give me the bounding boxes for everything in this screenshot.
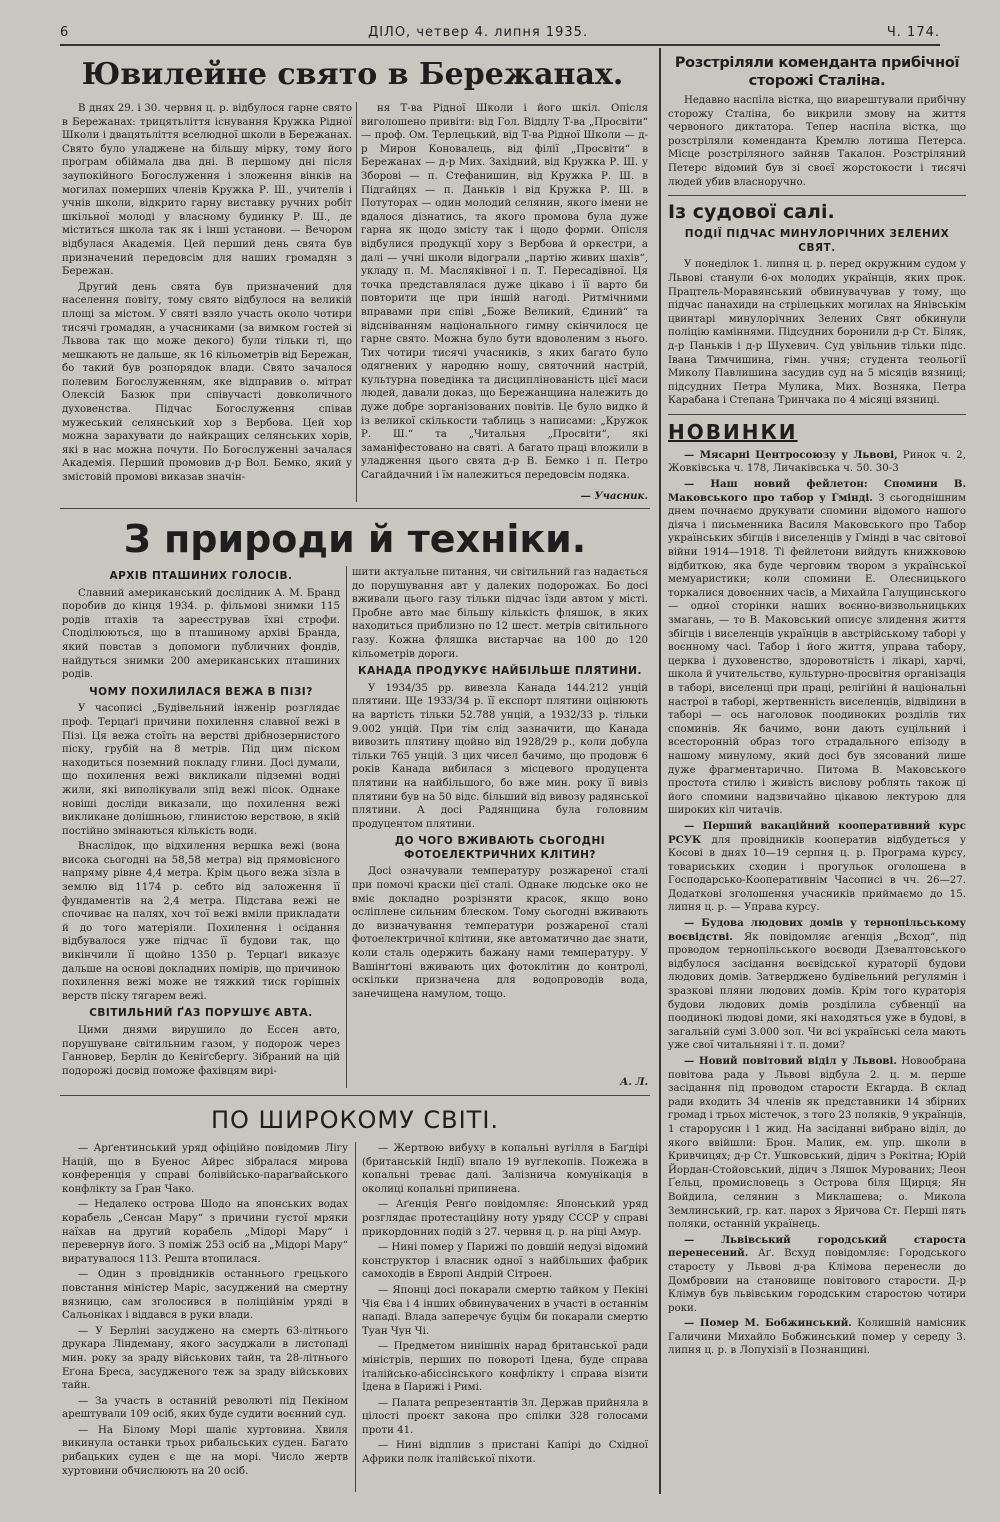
section-heading: АРХІВ ПТАШИНИХ ГОЛОСІВ. [109,570,293,582]
nature-title: З природи й техніки. [123,517,587,561]
news-item-text: для провідників кооператив відбудеться у Косові в днях 10—19 серпня ц. р. Програма курсу, товариських сходин і прогульок оголошена в Господарсько-Кооперативнім Часописі в чч. 26—27. Додаткові зголошення учасників приймаємо до 15. липня ц. р. — Управа курсу. [668,834,966,914]
world-news-item: — Недалеко острова Шодо на японських водах корабель „Сенсан Мару“ з причини густої мряки наїхав на другий корабель „Мідорі Мару“ і перевернув його. З поміж 253 осіб на „Мідорі Мару“ виратувалося 113. Решта втопилася. [62,1199,348,1265]
news-item-text: Як повідомляє агенція „Всход“, під проводом тернопільського воєводи Дзевалтовського відбулося засідання воєвідської кураторії будови людових домів. Затверджено будівельний реґулямін і зразкові пляни людових домів. Крім того кураторія будови людових домів розділила субвенції на поодинокі людові доми, які находяться уже в будові, в загальній сумі 3.000 зол. Чи всі українські села мають уже свої читальняні і т. п. доми? [668,931,966,1052]
world-news-item: — Нині помер у Парижі по довшій недузі відомий конструктор і власник одної з найбільших фабрик самоходів в Европі Андрій Сітроен. [362,1242,648,1281]
sidebar-article-text: Недавно наспіла вістка, що виарештували прибічну сторожу Сталіна, бо викрили змову на життя червоного диктатора. Тепер наспіла вістка, що розстріляли коменданта Кремлю лотиша Петерса. Місце розстріляного зайняв Такалон. Розстріляний Петерс відомий був зі своєї жорстокости і тисячі людей убив власноручно. [668,95,966,188]
section-heading: ЧОМУ ПОХИЛИЛАСЯ ВЕЖА В ПІЗІ? [89,685,313,698]
sidebar-news-item [668,820,966,915]
court-text: У понеділок 1. липня ц. р. перед окружним судом у Львові станули 6-ох молодих українців, яких прок. Працтель-Моравянський обвинувачував у тому, що підчас панахиди на стрілецьких могилах на Янівськім цвинтарі минулорічних Зелених Свят обкинули поліцію каміннями. Підсудних боронили д-р Ст. Біляк, д-р Паньків і д-р Шухевич. Суд увільнив тільки підс. Івана Тимчишина, гімн. учня; студента теольогії Миколу Павлишина засудив суд на 5 місяців вязниці; підсудних Петра Мулика, Мих. Возняка, Петра Карабана і Степана Тринчака по 4 місяці вязниці. [668,259,966,407]
page-header [60,22,940,42]
article-title: Ювилейне свято в Бережанах. [81,57,624,92]
world-title: ПО ШИРОКОМУ СВІТІ. [210,1106,500,1134]
section-paragraph: Досі означували температуру розжареної сталі при помочі краски цієї сталі. Однаке людське око не вміє докладно розрізняти красок, якщо воно осліплене сильним блеском. Тому сьогодні вживають до визначування температури розжареної сталі фотоелектричної клітини, яке автоматично дає знати, коли сталь одержить бажану нами температуру. У Вашінґтоні вживають цих фотоклітин до контролі, оскільки призначена для водопроводів вода, занечищена намулом, тощо. [352,866,648,1000]
world-column-2 [362,1142,648,1494]
column-divider [356,102,357,502]
column-divider [346,566,347,1088]
section-rule [60,508,650,509]
news-title: НОВИНКИ [668,419,798,444]
news-item-text: Новообрана повітова рада у Львові відбула 2. ц. м. перше засідання під проводом старости Екгарда. В склад ради входить 34 членів як представники 14 збірних громад і трьох містечок, з того 23 поляків, 9 українців, 1 старорусин і 1 жид. На засіданні вибрано віділ, до якого ввійшли: Брон. Малик, ем. упр. школи в Кривчицях; д-р Ст. Ушковський, дідич з Рокітна; Юрій Йордан-Стойовський, дідич з Ляшок Мурованих; Леон Ґельц, промисловець з Острова біля Щирця; Ян Войдила, селянин з Миклашева; о. Микола Землинський, гр. кат. парох з Яричова Ст. Перші пять поляки, останній українець. [668,1056,966,1231]
news-item-title: — Будова людових домів у тернопільському воєвідстві. [668,917,966,943]
article-column-1 [62,102,352,504]
world-news-item: — Один з провідників останнього грецького повстання міністер Маріс, засуджений на смертну вязницю, сам зголосився в поліційнім уряді в Сальоніках і віддався в руки влади. [62,1269,348,1322]
nature-column-1 [62,566,340,1090]
sidebar-news-item [668,478,966,818]
page-column-divider [659,48,661,1494]
sidebar-news-item [668,449,966,476]
nature-column-2 [352,566,648,1090]
article-paragraph: В днях 29. і 30. червня ц. р. відбулося гарне свято в Бережанах: трицятьліття існування Кружка Рідної Школи і двацятьліття вселюдної школи в Бережанах. Свято було уладжене на більшу мірку, тому його програм обіймала два дні. В першому дні після заупокійного Богослуження і зложення вінків на могилах померших членів Кружка Р. Ш., учителів і учнів школи, відкрито гарну виставку ручних робіт шкільної молоді у власному будинку Р. Ш., де міститься школа так як і інші установи. — Вечором відбулася Академія. Цей перший день свята був призначений передовсім для наших громадян з Бережан. [62,103,352,278]
section-paragraph: Славний американський дослідник А. М. Бранд поробив до кінця 1934. р. фільмові знимки 115 родів птахів та зареєстрував їхні строфи. Споділюються, що в пташиному архіві Бранда, який повстав з допомоги публичних фондів, найдуться знимки 200 американських пташиних родів. [62,587,340,681]
nature-signature: А. Л. [614,1076,648,1090]
sidebar-news-item [668,1234,966,1316]
news-item-title: — Мясарні Центросоюзу у Львові, [684,448,898,461]
page-number: 6 [60,24,70,40]
section-paragraph: У 1934/35 рр. вивезла Канада 144.212 унцій плятини. Ще 1933/34 р. її експорт плятини оцінюють на вартість тільки 52.788 унцій, а 1932/33 р. тільки 9.002 унцій. При тім слід зазначити, що Канада вивозить плятину щойно від 1928/29 р., коли добула тільки 765 унцій. З цих чисел бачимо, що продовж 6 років Канада вибилася з місцевого продуцента плятини на найбільшого, бо вже мин. року її вивіз плятини був на 50 відс. більший від вивозу радянської плятини. А досі Радянщина була головним продуцентом плятини. [352,682,648,830]
news-item-title: — Наш новий фейлетон: Спомини В. Маковського про табор у Гмінді. [668,478,966,504]
news-item-text: З сьогоднішним днем почнаємо друкувати спомини відомого нашого діяча і письменника Василя Маковського про Табор українських збігців і виселенців у Гмінді в час світової війни 1914—1918. Ті фейлетони вийдуть книжковою відбиткою, яка буде черговим твором з української мемуаристики; коли спомини Е. Олесницького торкалися довоєнних часів, а Михайла Галущинського — одної сторінки наших воєнно-визвольницьких змагань, — то В. Маковський описує злидення життя збігців і виселенців українців в австрійському таборі у воєнному часі. Табор і його життя, управа табору, церква і духовенство, здоровотність і лікарі, харчі, школа й учительство, культурно-просвітня організація в таборі, виселенці при праці, релігійні й національні настрої в таборі, жертвенність виселенців, відвідини в таборі — ось наголовок поодиноких розділів тих споминів. Як бачимо, вони дають суцільний і всесторонній образ того страдального епізоду в нашому минулому, який досі був зясований лише дуже фрагментарично. Питома В. Маковського простота стилю і живість вислову роблять також ці його спомини надзвичайно цікавою лектурою для широких кіл читачів. [668,492,966,817]
sidebar-news-item [668,1317,966,1358]
world-news-item: — На Білому Морі шаліє хуртовина. Хвиля викинула останки трьох рибальських суден. Багато рибацьких суден є ще на морі. Число жертв хуртовини обчислюють на 20 осіб. [62,1424,348,1477]
news-item-text: Колишній наміcник Галичини Михайло Бобжинський помер у середу 3. липня ц. р. в Лопухізії в Познанщині. [668,1318,966,1357]
court-title: Із судової салі. [668,201,835,224]
world-column-1 [62,1142,348,1494]
sidebar-rule [668,195,966,196]
sidebar-rule [668,414,966,415]
sidebar-article-title: Розстріляли коменданта прибічної сторожі Сталіна. [674,55,960,89]
article-column-2 [361,102,648,504]
news-item-title: — Новий повітовий віділ у Львові. [684,1055,897,1067]
news-item-title: — Львівський городський староста перенесений. [668,1233,966,1260]
masthead: ДІЛО, четвер 4. липня 1935. [368,24,589,40]
column-divider [355,1142,356,1492]
court-subtitle: ПОДІЇ ПІДЧАС МИНУЛОРІЧНИХ ЗЕЛЕНИХ СВЯТ. [684,228,950,254]
section-heading: СВІТИЛЬНИЙ ҐАЗ ПОРУШУЄ АВТА. [89,1007,313,1020]
news-item-title: — Перший вакаційний кооперативний курс РСУК [668,819,966,846]
article-signature: — Учасник. [575,490,648,504]
section-paragraph: шити актуальне питання, чи світильний газ надається до порушування авт у далеких подорожах. Бо досі вживали цього газу тільки підчас їзди автом у місті. Пробне авто має більшу кількість фляшок, в яких находиться приблизно по 12 шест. метрів світильного газу. Кожна фляшка вистарчає на 100 до 120 кільометрів дороги. [352,567,648,660]
world-news-item: — Аґенція Ренґо повідомляє: Японський уряд розглядає протестаційну ноту уряду СССР у справі прикордонних подій з 27. червня ц. р. на ріці Амур. [362,1199,648,1238]
header-rule [60,44,940,46]
sidebar-news-item [668,917,966,1053]
section-paragraph: У часописі „Будівельний інженір розглядає проф. Терцаґі причини похилення славної вежі в Пізі. Ця вежа стоїть на верстві дрібнозернистого піску, грубій на 8 метрів. Під цим піском находиться поземний покладу глини. Досі думали, що похилення вежі викликали підземні водні жили, які виполікували зпід вежі пісок. Однаке новіші досліди виказали, що похилення вежі викликане долішньою, глинистою верствою, в якій постійно змінаються кількість води. [62,703,340,837]
section-paragraph: Цими днями вирушило до Ессен авто, порушуване світильним газом, у подорож через Ганновер, Берлін до Кеніґсберґу. Зібраний на цій подорожі досвід поможе фахівцям вирі- [62,1025,340,1077]
sidebar-column [668,54,966,1490]
section-paragraph: Внаслідок, що відхилення вершка вежі (вона висока сьогодні на 58,58 метра) від прямовісного напряму рівне 4,4 метра. Крім цього вежа зїзла в землю від 1174 р. себто від заложення її фундаментів на 2,4 метра. Підстава вежі не спочиває на палях, хоч тої вежі вміли прикладати й до того матеріяли. Похилення і осідання відбувалося уже підчас її будови так, що викінчили її щойно 1350 р. Терцаґі виказує дальше на основі докладних помірів, що причиною похилення вежі може не тяжкий тиск горішніх верств піску тягарем вежі. [62,841,340,1002]
world-news-item: — Арґентинський уряд офіційно повідомив Лігу Націй, що в Буенос Айрес зібралася мирова конференція у справі болівійсько-параґвайського конфлікту за Ґран Чако. [62,1143,348,1195]
news-item-text: Ринок ч. 2, Жовківська ч. 178, Личаківська ч. 50. 30-3 [668,449,966,475]
world-news-item: — У Берліні засуджено на смерть 63-літнього друкара Ліндеману, якого засуджали в листопаді мин. року за зраду військових тайн, та 28-літнього Еґона Бреса, засудженого теж за зраду військових тайн. [62,1325,348,1392]
world-news-item: — Предметом нинішніх нарад британської ради міністрів, перших по повороті Ідена, буде справа італійсько-абіссінського конфлікту і справа візити Ідена в Парижі і Римі. [362,1341,648,1394]
world-news-item: — Нині відплив з пристані Капірі до Східної Африки полк італійської піхоти. [362,1440,648,1466]
article-paragraph: ня Т-ва Рідної Школи і його шкіл. Опісля виголошено привіти: від Гол. Віддлу Т-ва „Просвіти“ — проф. Ом. Терлецький, від Т-ва Рідної Школи — д-р Мирон Коновалець, від філії „Просвіти“ в Бережанах — д-р Мих. Західний, від Кружка Р. Ш. у Зборові — п. Стефанишин, від Кружка Р. Ш. в Підгайцях — п. Даньків і від Кружка Р. Ш. в Потуторах — один молодий селянин, якого імени не вдалося дізнатись, та якого промова була дуже гарна як щодо змісту так і щодо форми. Опісля відбулися продукції хору з Вербова й оркестри, а далі — учні школи відограли „партію живих шахів“, укладу п. М. Масляківної і п. Т. Переcадівної. Ця точка представлялася дуже цікаво і її варто би повторити ще при іншій нагоді. Ритмічними вправами при співі „Боже Великий, Єдиний“ та відсніванням національного гимну скінчилося це гарне свято. Можна було бути вдоволеним з нього. Тих чотири тисячі учасників, з яких багато було одягнених у народню ношу, святочний настрій, культурна поведінка та дисциплінованість цієї маси людей, давали доказ, що Бережанщина належить до дуже добре зорганізованих повітів. Це було видко й із великої скількости таблиць з написами: „Кружок Р. Ш.“ та „Читальня „Просвіти“, які заманіфестовано на святі. А багато праці вложили в уладження цього свята д-р В. Бемко і п. Петро Сагайдачний і їм належиться передовсім подяка. [361,103,648,482]
news-item-text: Аґ. Всхуд повідомляє: Городського старосту у Львові д-ра Клімова перенесли до Домбровии на становище повітового старости. Д-р Клімув був львівським городським старостою чотири роки. [668,1248,966,1314]
section-heading: КАНАДА ПРОДУКУЄ НАЙБІЛЬШЕ ПЛЯТИНИ. [358,665,642,678]
world-news-item: — Японці досі покарали смертю тайком у Пекіні Чія Єва і 4 інших обвинувачених в участі в останнім нападі. Влада заперечує буцім би покарали смертю Туан Чун Чі. [362,1284,648,1337]
issue-number: Ч. 174. [886,24,940,40]
sidebar-news-item [668,1055,966,1232]
world-news-item: — Палата репрезентантів Зл. Держав прийняла в цілості проєкт закона про спілки 328 голосами проти 41. [362,1397,648,1436]
section-heading: ДО ЧОГО ВЖИВАЮТЬ СЬОГОДНІ ФОТОЕЛЕКТРИЧНИХ КЛІТИН? [394,835,606,861]
section-rule [60,1095,650,1096]
world-news-item: — За участь в останній революті під Пекіном арештували 109 осіб, яких буде судити воєнний суд. [62,1395,348,1421]
world-news-item: — Жертвою вибуху в копальні вугілля в Баґдірі (британській Індії) впало 19 вуглекопів. Пожежа в копальні треває далі. Залізнича комунікація в околиці копальні припинена. [362,1143,648,1195]
article-paragraph: Другий день свята був призначений для населення повіту, тому свято відбулося на великій площі за містом. У святі взяло участь около чотири тисячі громадян, а учасниками (за вимком гостей зі Львова так що може декого) були тільки ті, що мешкають не дальше, як 16 кільометрів від Бережан, бо такий був розпорядок влади. Свято зачалося полевим Богослуженням, яке відправив о. мітрат Олексій Базюк при співучасті довколичного духовенства. Підчас Богослуження співав мужеський селянський хор з Вербова. Цей хор можна зарахувати до найкращих селянських хорів, які в нас можна почути. По Богослуженні зачалася Академія. Перший промовив д-р Вол. Бемко, який у змістовій промові виказав значін- [62,281,352,484]
news-item-title: — Помер М. Бобжинський. [684,1317,852,1330]
